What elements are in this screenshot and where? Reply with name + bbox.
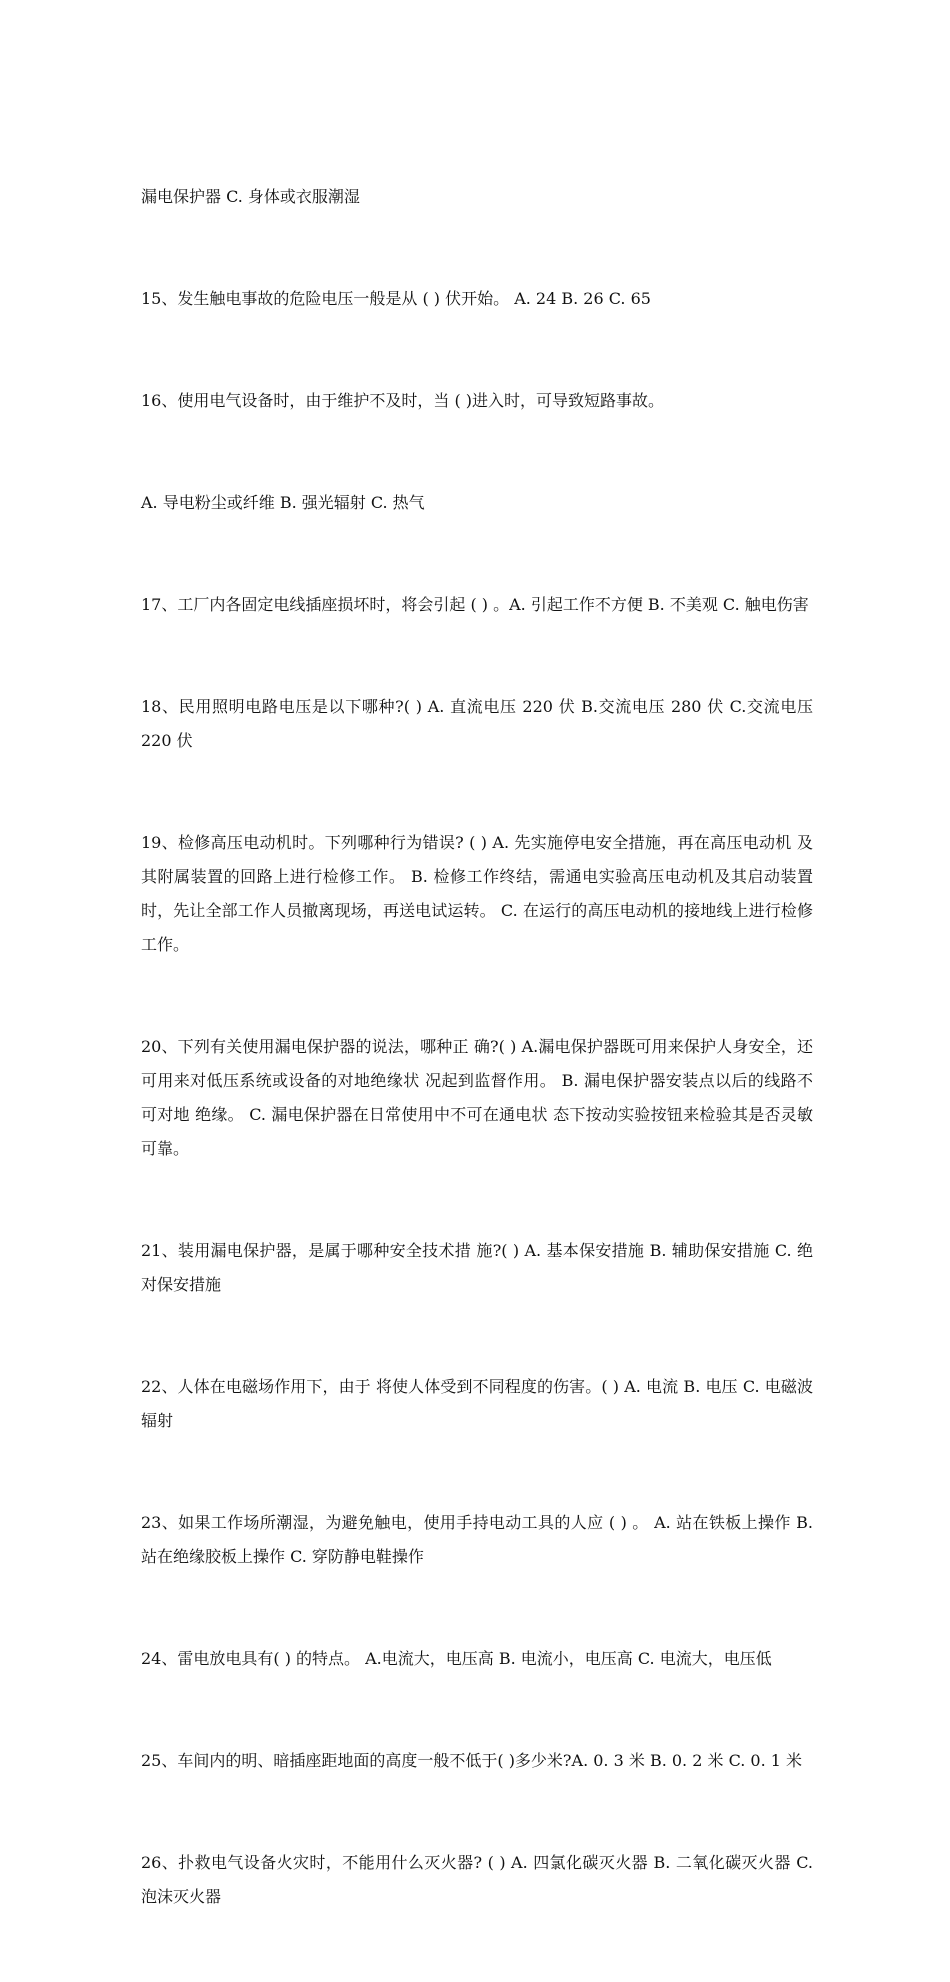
question-23: 23、如果工作场所潮湿，为避免触电，使用手持电动工具的人应 ( ) 。 A. 站在铁板上操作 B. 站在绝缘胶板上操作 C. 穿防静电鞋操作 [141,1513,819,1566]
question-16: 16、使用电气设备时，由于维护不及时，当 ( )进入时，可导致短路事故。 [141,391,665,410]
paragraph-continuation: 漏电保护器 C. 身体或衣服潮湿 [141,187,360,206]
question-18: 18、民用照明电路电压是以下哪种?( ) A. 直流电压 220 伏 B.交流电压 280 伏 C.交流电压 220 伏 [141,697,819,750]
question-25: 25、车间内的明、暗插座距地面的高度一般不低于( )多少米?A. 0. 3 米 B. 0. 2 米 C. 0. 1 米 [141,1751,803,1770]
question-19: 19、检修高压电动机时。下列哪种行为错误? ( ) A. 先实施停电安全措施，再在高压电动机 及其附属装置的回路上进行检修工作。 B. 检修工作终结，需通电实验高压电动机及其启动装置时，先让全部工作人员撤离现场，再送电试运转。 C. 在运行的高压电动机的接地线上进行检修工作。 [141,833,813,954]
question-20: 20、下列有关使用漏电保护器的说法，哪种正 确?( ) A.漏电保护器既可用来保护人身安全，还 可用来对低压系统或设备的对地绝缘状 况起到监督作用。 B. 漏电保护器安装点以后的线路不可对地 绝缘。 C. 漏电保护器在日常使用中不可在通电状 态下按动实验按钮来检验其是否灵敏可靠。 [141,1037,819,1158]
question-21: 21、装用漏电保护器，是属于哪种安全技术措 施?( ) A. 基本保安措施 B. 辅助保安措施 C. 绝对保安措施 [141,1241,813,1294]
question-24: 24、雷电放电具有( ) 的特点。 A.电流大，电压高 B. 电流小，电压高 C. 电流大，电压低 [141,1649,772,1668]
question-26: 26、扑救电气设备火灾时，不能用什么灭火器? ( ) A. 四氯化碳灭火器 B. 二氧化碳灭火器 C. 泡沫灭火器 [141,1853,819,1906]
question-16-options: A. 导电粉尘或纤维 B. 强光辐射 C. 热气 [141,493,425,512]
question-22: 22、人体在电磁场作用下，由于 将使人体受到不同程度的伤害。( ) A. 电流 B. 电压 C. 电磁波辐射 [141,1377,813,1430]
question-17: 17、工厂内各固定电线插座损坏时，将会引起 ( ) 。A. 引起工作不方便 B. 不美观 C. 触电伤害 [141,595,809,614]
question-15: 15、发生触电事故的危险电压一般是从 ( ) 伏开始。 A. 24 B. 26 C. 65 [141,289,651,308]
question-list [141,112,819,1982]
